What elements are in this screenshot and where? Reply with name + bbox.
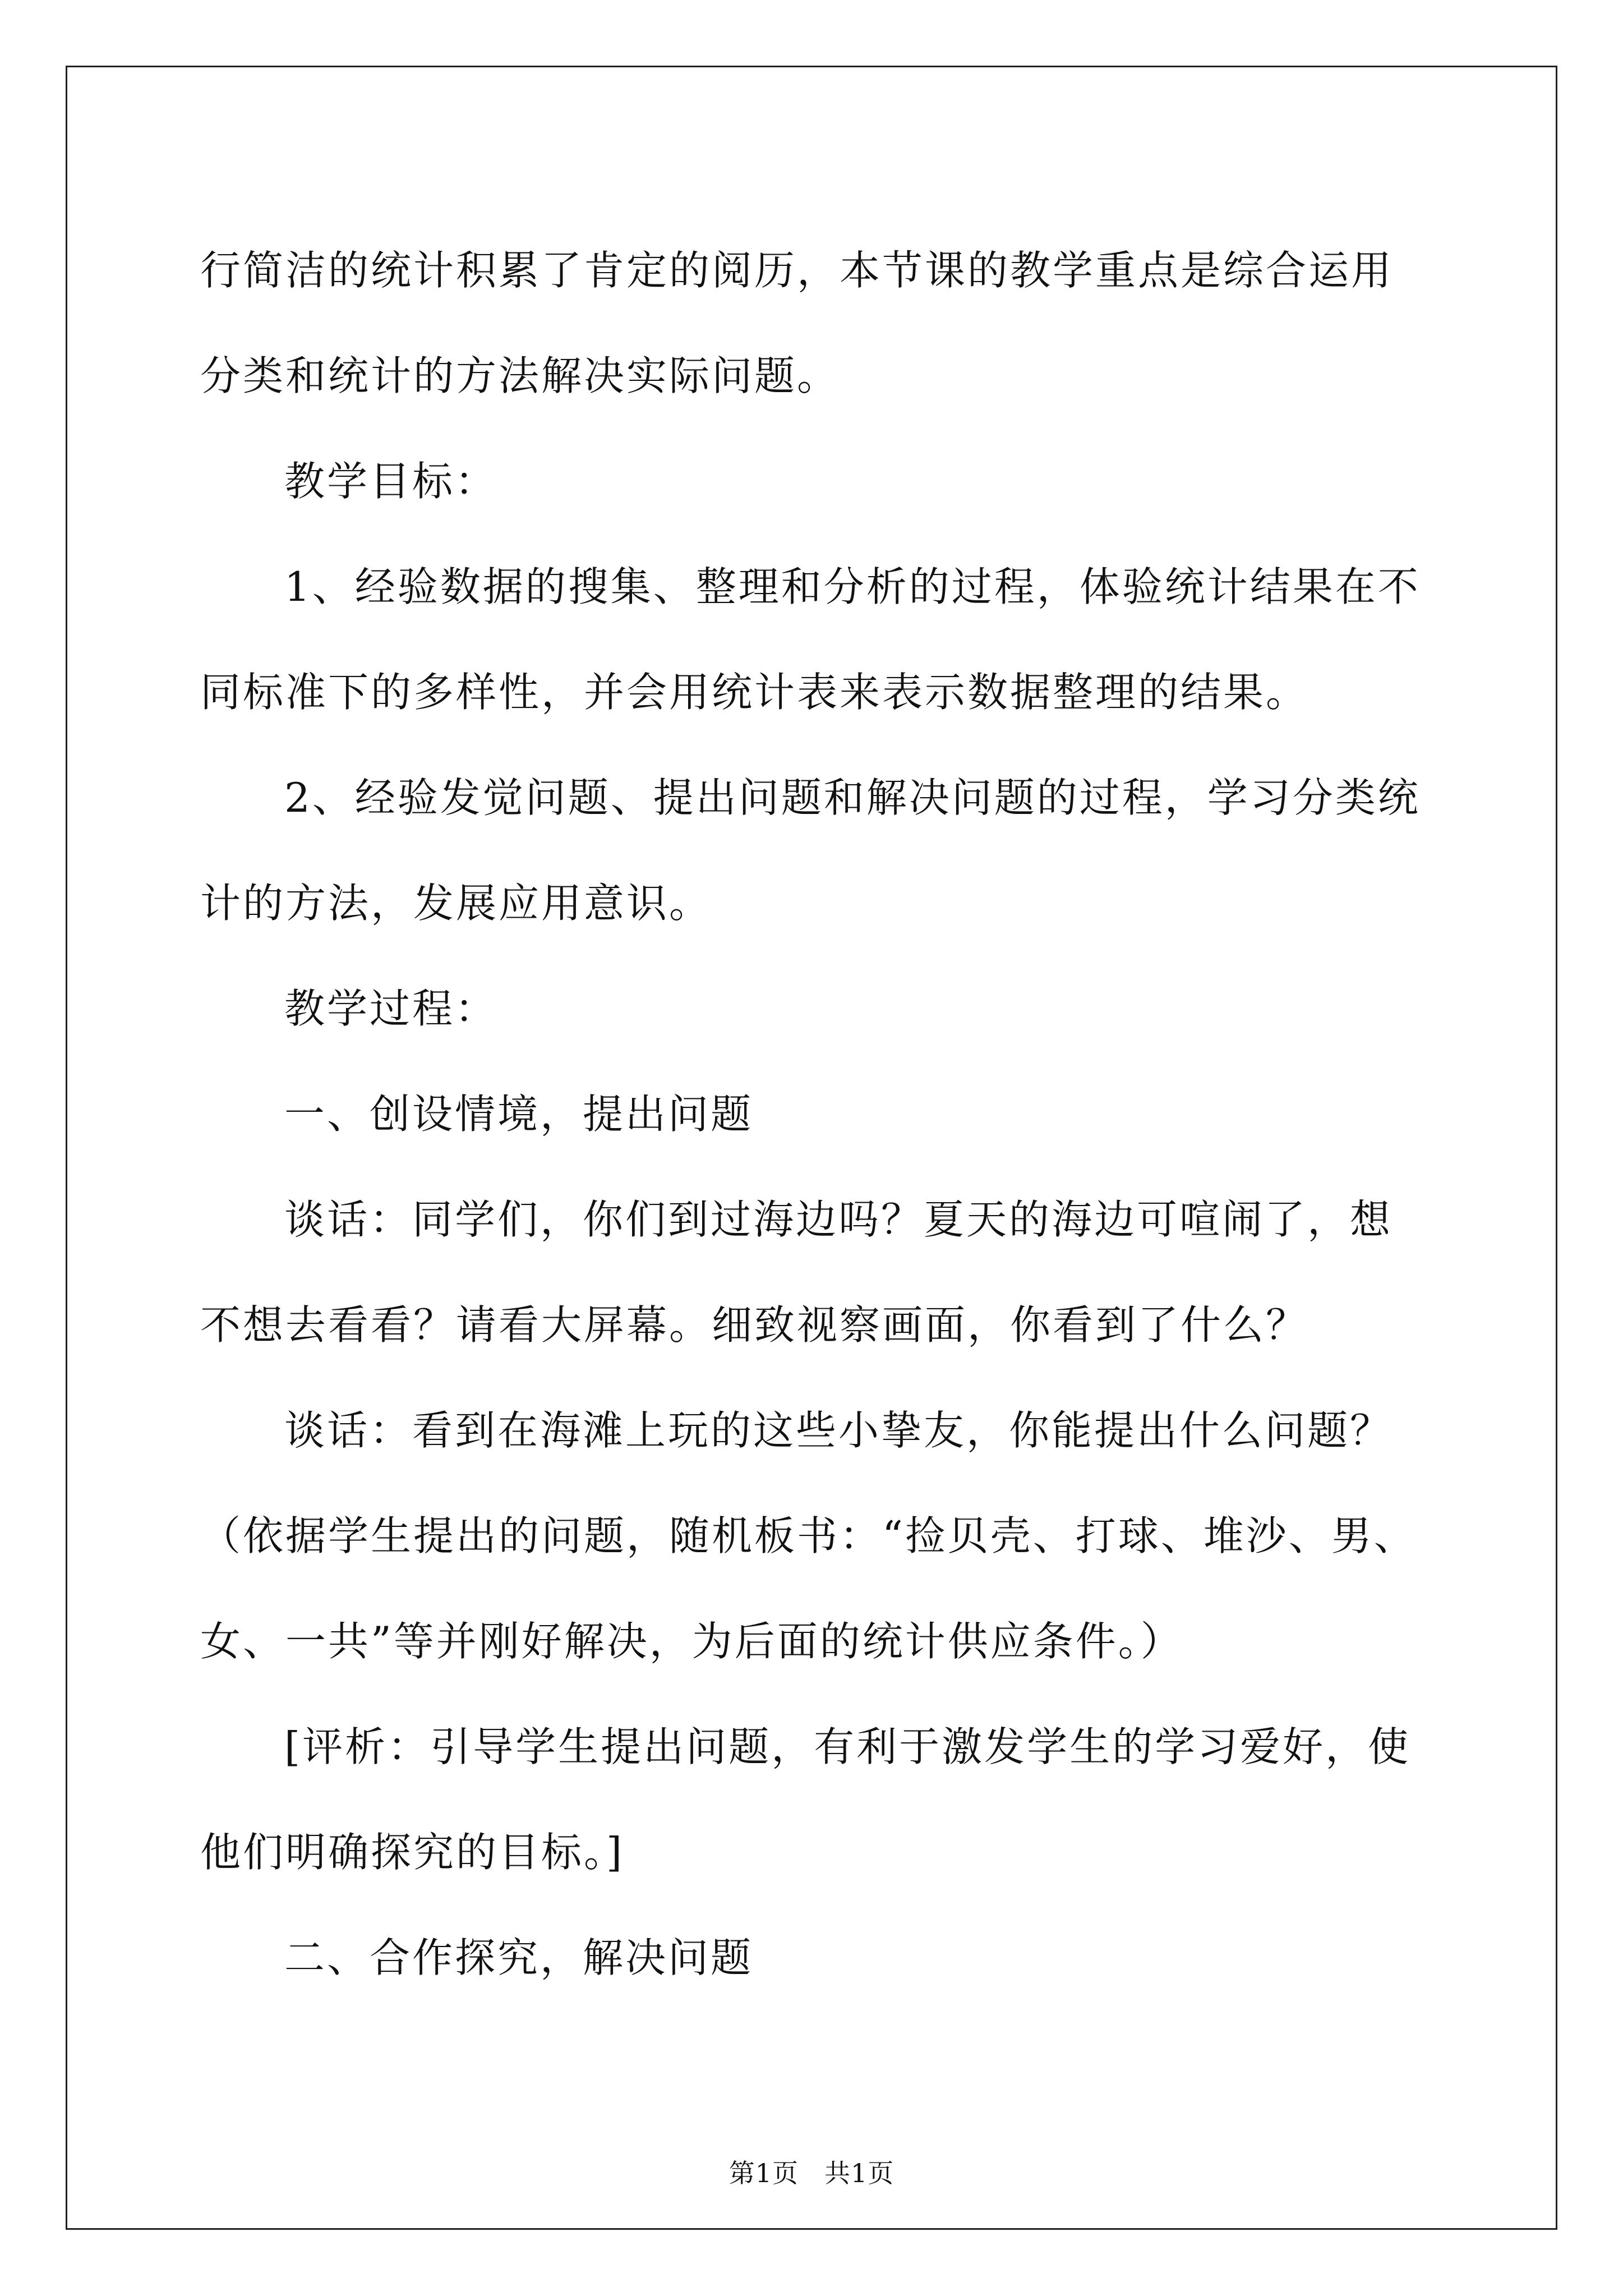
heading-teaching-process: 教学过程： — [284, 985, 498, 1032]
dialogue-paragraph-1: 谈话：同学们，你们到过海边吗？夏天的海边可喧闹了，想不想去看看？请看大屏幕。细致视察画面，你看到了什么？ — [200, 1196, 1393, 1349]
commentary-paragraph: [评析：引导学生提出问题，有利于激发学生的学习爱好，使他们明确探究的目标。] — [200, 1723, 1411, 1876]
paragraph-continuation: 行简洁的统计积累了肯定的阅历，本节课的教学重点是综合运用分类和统计的方法解决实际问题。 — [200, 247, 1394, 399]
page-number: 第1页 — [728, 2158, 799, 2188]
page-footer — [0, 2153, 1623, 2190]
section-heading-1: 一、创设情境，提出问题 — [284, 1091, 754, 1138]
document-body — [200, 218, 1428, 2010]
goal-item-1: 1、经验数据的搜集、整理和分析的过程，体验统计结果在不同标准下的多样性，并会用统计表来表示数据整理的结果。 — [200, 563, 1421, 716]
page-total: 共1页 — [824, 2158, 895, 2188]
goal-item-2: 2、经验发觉问题、提出问题和解决问题的过程，学习分类统计的方法，发展应用意识。 — [200, 774, 1421, 927]
dialogue-paragraph-2: 谈话：看到在海滩上玩的这些小挚友，你能提出什么问题？（依据学生提出的问题，随机板书：“捡贝壳、打球、堆沙、男、女、一共”等并刚好解决，为后面的统计供应条件。） — [200, 1407, 1417, 1665]
section-heading-2: 二、合作探究，解决问题 — [284, 1934, 754, 1981]
heading-teaching-goals: 教学目标： — [284, 458, 498, 505]
